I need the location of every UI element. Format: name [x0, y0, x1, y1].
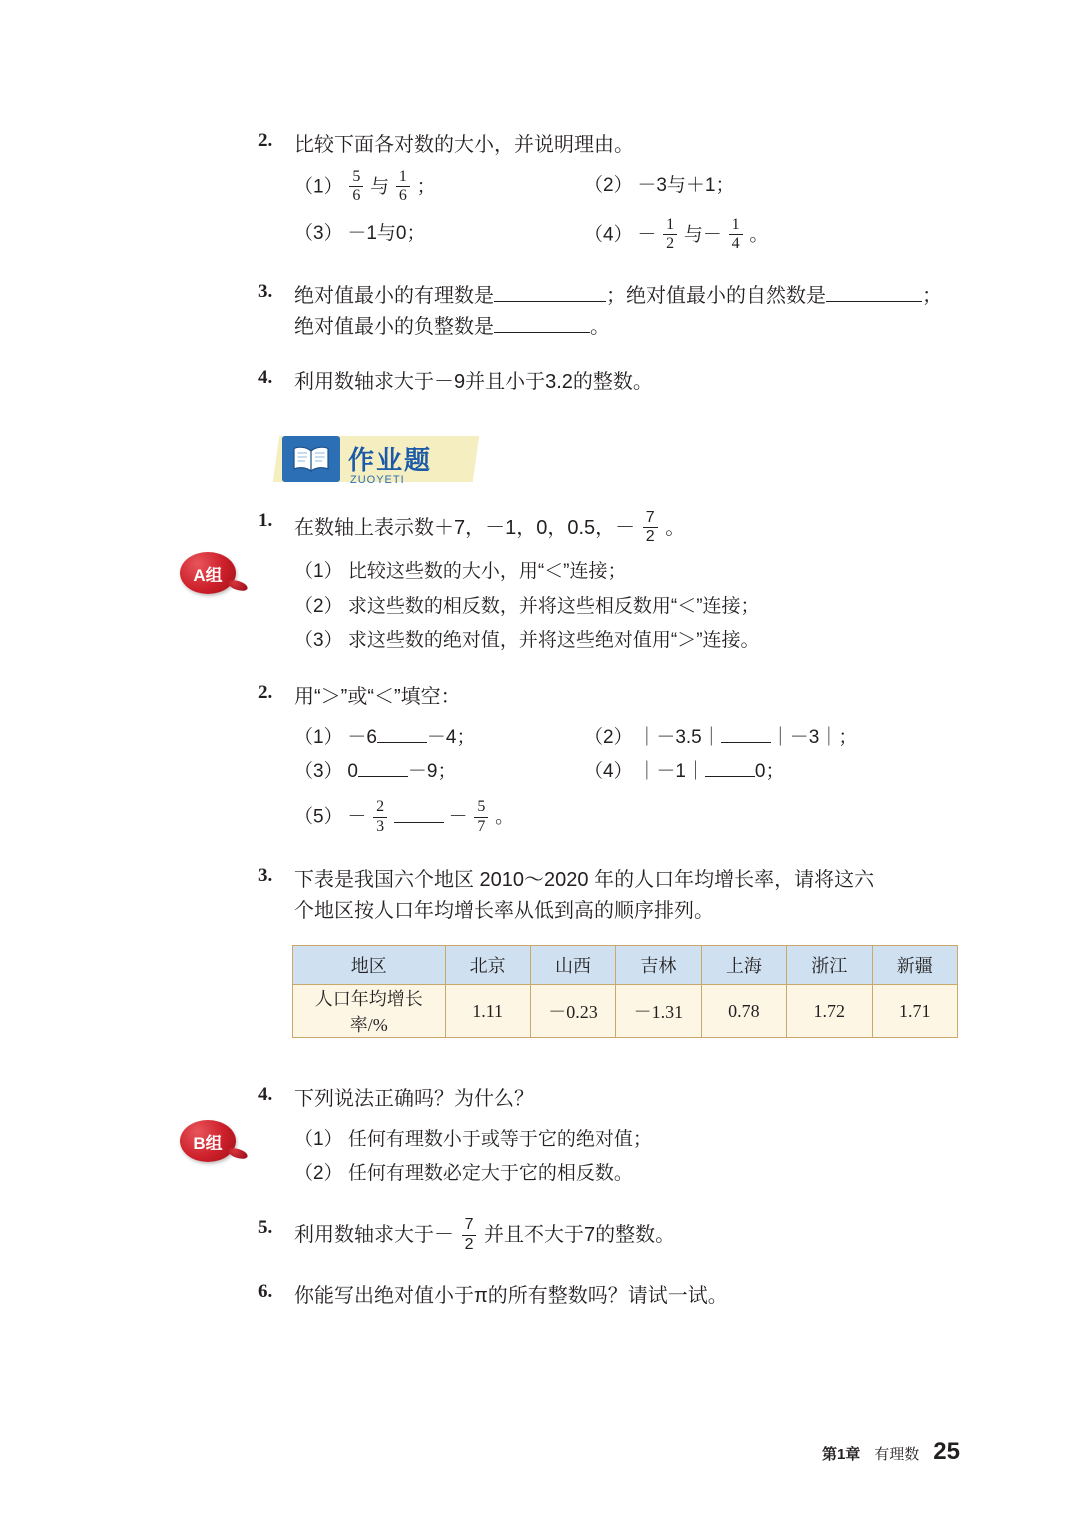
sub-item [294, 555, 958, 589]
sub-label: （3） [294, 629, 343, 651]
fill-blank[interactable] [826, 285, 922, 302]
sub-item-5 [294, 799, 958, 837]
fraction: $\frac{5}{7}$ [474, 798, 488, 836]
exercise-number: 3. [258, 280, 273, 302]
page-content [193, 130, 958, 1330]
homework-5 [258, 1217, 958, 1255]
page-number: 25 [933, 1438, 960, 1465]
growth-rate-table-wrap [292, 945, 958, 1038]
exercise-3 [258, 281, 958, 343]
exercise-4 [258, 367, 958, 398]
table-cell: －0.23 [530, 985, 615, 1038]
stem-text: 利用数轴求大于－ [294, 1224, 454, 1247]
sub-label: （3） [294, 761, 343, 783]
table-row [293, 985, 958, 1038]
sub-item-4 [584, 217, 768, 255]
sub-label: （1） [294, 561, 343, 583]
fraction: $\frac{7}{2}$ [643, 509, 658, 547]
line-text: 。 [590, 315, 610, 338]
sub-text: 求这些数的绝对值，并将这些绝对值用“＞”连接。 [347, 629, 760, 651]
banner-title: 作业题 [348, 444, 433, 475]
sub-label: （2） [294, 1163, 343, 1185]
stem-tail: 。 [665, 516, 686, 539]
fraction: $\frac{7}{2}$ [462, 1216, 477, 1254]
table-cell: 0.78 [701, 985, 786, 1038]
sub-label: （2） [584, 175, 633, 196]
fraction: $\frac{5}{6}$ [349, 168, 363, 206]
sub-label: （2） [294, 595, 343, 617]
sub-text: 与 [370, 176, 390, 198]
line-text: 绝对值最小的有理数是 [294, 284, 494, 307]
sub-item-1 [294, 721, 584, 755]
sub-text: 任何有理数必定大于它的相反数。 [347, 1163, 633, 1185]
table-cell: －1.31 [616, 985, 701, 1038]
sub-tail: 。 [495, 806, 515, 828]
sub-text: －6 [347, 726, 377, 748]
exercise-line-2: 个地区按人口年均增长率从低到高的顺序排列。 [294, 900, 714, 923]
sub-item-2 [584, 169, 734, 207]
fill-blank[interactable] [721, 726, 771, 743]
table-header-cell: 地区 [293, 946, 446, 985]
fill-blank[interactable] [377, 726, 427, 743]
exercise-stem: 利用数轴求大于－9并且小于3.2的整数。 [294, 370, 653, 393]
fill-blank[interactable] [394, 806, 444, 823]
sub-text: 0； [754, 761, 785, 783]
sub-item-3 [294, 217, 584, 255]
exercise-line-1 [294, 281, 958, 312]
homework-4 [258, 1084, 958, 1191]
table-cell: 1.72 [787, 985, 872, 1038]
sub-text: － [448, 806, 468, 828]
exercise-line-2 [294, 312, 958, 343]
fraction: $\frac{1}{4}$ [729, 216, 743, 254]
table-cell: 1.71 [872, 985, 957, 1038]
group-badge-a [180, 552, 236, 594]
exercise-number: 5. [258, 1217, 273, 1239]
exercise-number: 6. [258, 1281, 273, 1303]
footer-section: 有理数 [874, 1446, 920, 1463]
sub-text: 0 [347, 761, 358, 783]
table-header-cell: 山西 [530, 946, 615, 985]
sub-text: －3与＋1； [637, 175, 735, 196]
line-text: 绝对值最小的负整数是 [294, 315, 494, 338]
sub-item-3 [294, 755, 584, 789]
stem-tail: 并且不大于7的整数。 [484, 1224, 676, 1247]
exercise-stem: 用“＞”或“＜”填空： [294, 685, 461, 708]
sub-item-4 [584, 755, 784, 789]
exercise-2 [258, 130, 958, 255]
exercise-stem [294, 510, 958, 548]
homework-banner [276, 436, 476, 488]
sub-label: （2） [584, 726, 633, 748]
table-cell: 1.11 [445, 985, 530, 1038]
exercise-line-1: 下表是我国六个地区 2010～2020 年的人口年均增长率，请将这六 [294, 869, 875, 892]
table-cell: 人口年均增长率/% [293, 985, 446, 1038]
banner-pinyin: ZUOYETI [350, 473, 405, 486]
sub-item [294, 590, 958, 624]
sub-text: 与－ [683, 224, 722, 246]
sub-text: － [637, 224, 657, 246]
open-book-icon [282, 436, 340, 482]
exercise-number: 2. [258, 681, 273, 703]
sub-text: 任何有理数小于或等于它的绝对值； [347, 1129, 652, 1151]
stem-text: 在数轴上表示数＋7，－1，0，0.5，－ [294, 516, 636, 539]
sub-item-1 [294, 169, 584, 207]
page-footer [822, 1438, 960, 1466]
sub-text: ｜－1｜ [637, 761, 705, 783]
sub-text: ｜－3.5｜ [637, 726, 721, 748]
fill-blank[interactable] [494, 316, 590, 333]
sub-row [294, 721, 958, 755]
sub-label: （1） [294, 176, 343, 198]
line-text: ；绝对值最小的自然数是 [606, 284, 826, 307]
sub-item [294, 624, 958, 658]
exercise-number: 2. [258, 130, 273, 151]
exercise-number: 1. [258, 509, 273, 531]
sub-text: 比较这些数的大小，用“＜”连接； [347, 561, 627, 583]
fraction: $\frac{2}{3}$ [373, 798, 387, 836]
exercise-stem: 下列说法正确吗？为什么？ [294, 1088, 534, 1111]
table-header-row [293, 946, 958, 985]
sub-row [294, 755, 958, 789]
group-badge-label: B组 [193, 1133, 223, 1153]
homework-6 [258, 1281, 958, 1312]
sub-label: （4） [584, 761, 633, 783]
sub-text: － [347, 806, 367, 828]
fraction: $\frac{1}{6}$ [396, 168, 410, 206]
sub-text: －9； [407, 761, 457, 783]
table-header-cell: 北京 [445, 946, 530, 985]
homework-2 [258, 682, 958, 837]
sub-label: （4） [584, 224, 633, 246]
sub-tail: 。 [749, 224, 769, 246]
sub-label: （1） [294, 726, 343, 748]
sub-text: ｜－3｜； [770, 726, 858, 748]
sub-row [294, 169, 958, 207]
sub-row [294, 217, 958, 255]
exercise-stem: 你能写出绝对值小于π的所有整数吗？请试一试。 [294, 1285, 728, 1308]
sub-label: （5） [294, 806, 343, 828]
exercise-stem [294, 1217, 958, 1255]
group-badge-b [180, 1120, 236, 1162]
exercise-number: 3. [258, 865, 273, 887]
exercise-stem: 比较下面各对数的大小，并说明理由。 [294, 134, 634, 156]
sub-label: （3） [294, 222, 343, 244]
fill-blank[interactable] [358, 760, 408, 777]
homework-1 [258, 510, 958, 658]
table-header-cell: 浙江 [787, 946, 872, 985]
fraction: $\frac{1}{2}$ [663, 216, 677, 254]
table-header-cell: 上海 [701, 946, 786, 985]
table-header-cell: 吉林 [616, 946, 701, 985]
sub-text: 求这些数的相反数，并将这些相反数用“＜”连接； [347, 595, 760, 617]
sub-item [294, 1157, 958, 1191]
group-badge-label: A组 [193, 565, 223, 585]
table-header-cell: 新疆 [872, 946, 957, 985]
sub-item-2 [584, 721, 857, 755]
exercise-number: 4. [258, 366, 273, 388]
homework-3 [258, 865, 958, 1038]
sub-text: －4； [426, 726, 476, 748]
sub-label: （1） [294, 1129, 343, 1151]
fill-blank[interactable] [494, 285, 606, 302]
fill-blank[interactable] [705, 760, 755, 777]
line-text: ； [922, 284, 942, 307]
exercise-number: 4. [258, 1084, 273, 1106]
footer-chapter: 第1章 [821, 1446, 861, 1463]
sub-text: －1与0； [347, 222, 426, 244]
sub-tail: ； [416, 176, 436, 198]
sub-item [294, 1123, 958, 1157]
growth-rate-table [292, 945, 958, 1038]
